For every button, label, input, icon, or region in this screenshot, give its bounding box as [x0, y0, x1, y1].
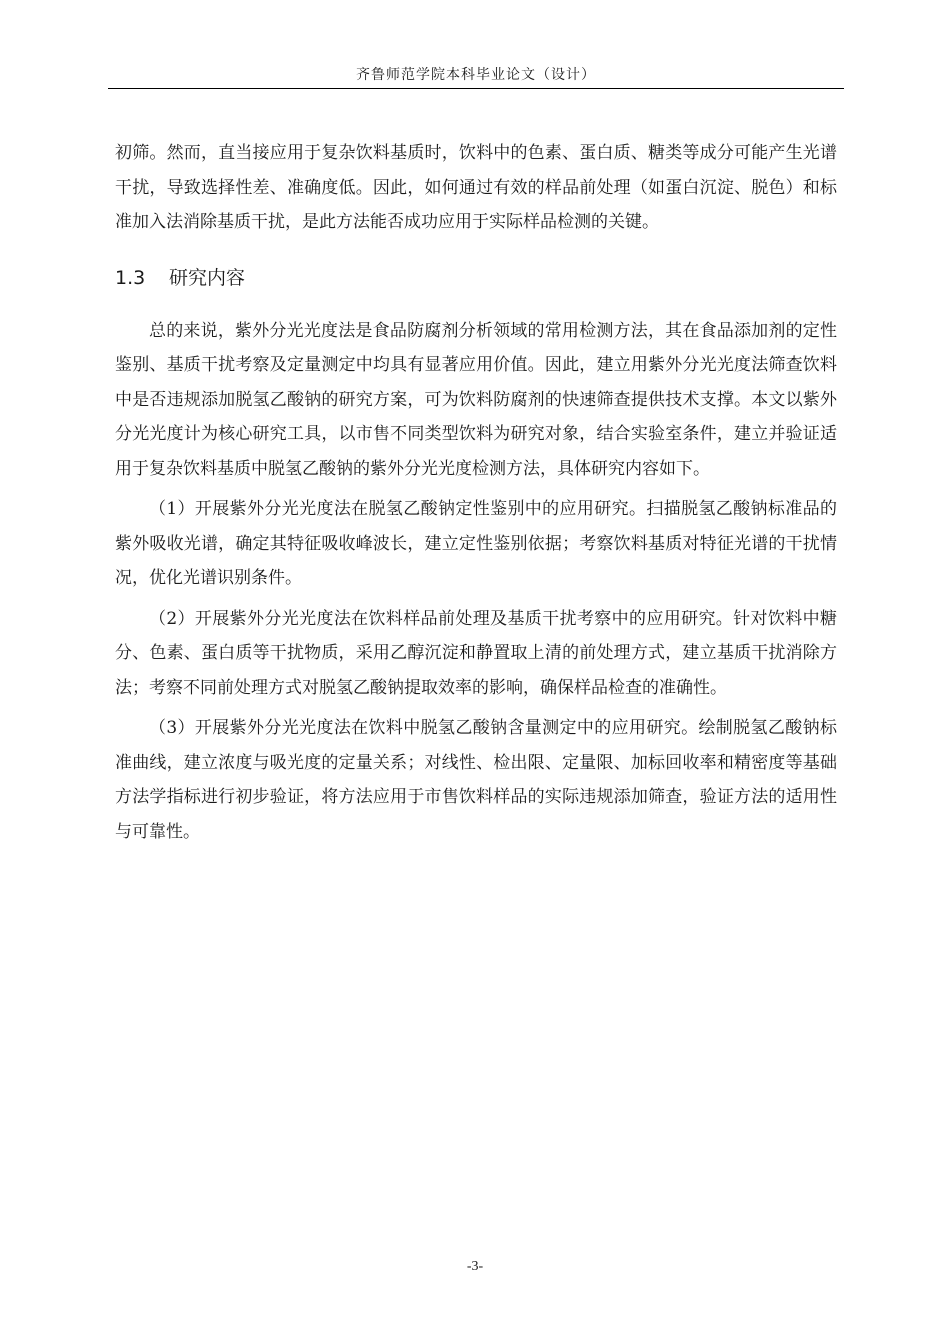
- paragraph-item-2: （2）开展紫外分光光度法在饮料样品前处理及基质干扰考察中的应用研究。针对饮料中糖分、色素、蛋白质等干扰物质，采用乙醇沉淀和静置取上清的前处理方式，建立基质干扰消除方法；考察不同前处理方式对脱氢乙酸钠提取效率的影响，确保样品检查的准确性。: [115, 608, 837, 698]
- page-number: -3-: [466, 1259, 484, 1274]
- paragraph-continuation: 初筛。然而，直当接应用于复杂饮料基质时，饮料中的色素、蛋白质、糖类等成分可能产生光谱干扰，导致选择性差、准确度低。因此，如何通过有效的样品前处理（如蛋白沉淀、脱色）和标准加入法消除基质干扰，是此方法能否成功应用于实际样品检测的关键。: [115, 143, 837, 232]
- section-number: 1.3: [115, 266, 146, 289]
- paragraph-item-1: （1）开展紫外分光光度法在脱氢乙酸钠定性鉴别中的应用研究。扫描脱氢乙酸钠标准品的紫外吸收光谱，确定其特征吸收峰波长，建立定性鉴别依据；考察饮料基质对特征光谱的干扰情况，优化光谱识别条件。: [115, 499, 837, 588]
- paragraph-item-3: （3）开展紫外分光光度法在饮料中脱氢乙酸钠含量测定中的应用研究。绘制脱氢乙酸钠标准曲线，建立浓度与吸光度的定量关系；对线性、检出限、定量限、加标回收率和精密度等基础方法学指标进行初步验证，将方法应用于市售饮料样品的实际违规添加筛查，验证方法的适用性与可靠性。: [115, 718, 837, 842]
- paragraph-summary: 总的来说，紫外分光光度法是食品防腐剂分析领域的常用检测方法，其在食品添加剂的定性鉴别、基质干扰考察及定量测定中均具有显著应用价值。因此，建立用紫外分光光度法筛查饮料中是否违规添加脱氢乙酸钠的研究方案，可为饮料防腐剂的快速筛查提供技术支撑。本文以紫外分光光度计为核心研究工具，以市售不同类型饮料为研究对象，结合实验室条件，建立并验证适用于复杂饮料基质中脱氢乙酸钠的紫外分光光度检测方法，具体研究内容如下。: [115, 320, 837, 479]
- header-divider: [108, 88, 844, 89]
- section-title: 研究内容: [169, 266, 246, 289]
- page-body: [115, 136, 837, 849]
- section-heading: [115, 264, 837, 292]
- page-header-title: 齐鲁师范学院本科毕业论文（设计）: [356, 67, 596, 83]
